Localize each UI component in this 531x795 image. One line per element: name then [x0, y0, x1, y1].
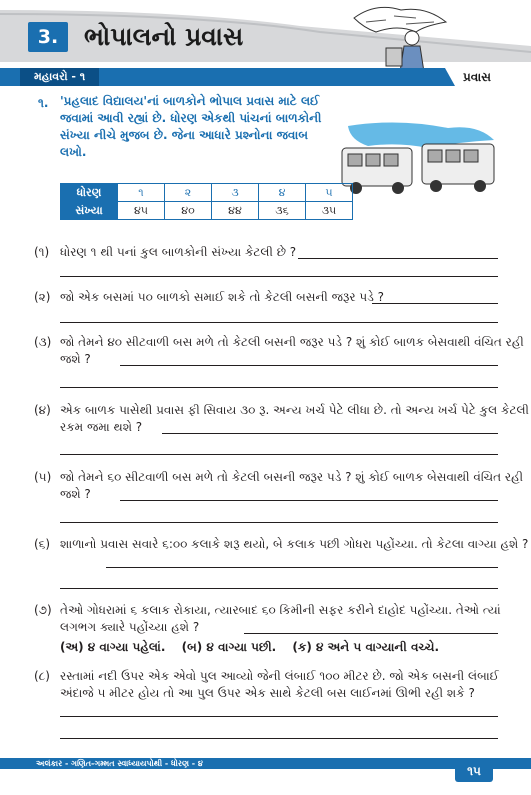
table-cell: ૩૫ [306, 202, 353, 220]
answer-line[interactable] [60, 738, 498, 739]
option-c: (ક) ૪ અને ૫ વાગ્યાની વચ્ચે. [292, 640, 440, 654]
answer-line[interactable] [60, 522, 498, 523]
page-number: ૧૫ [455, 760, 493, 782]
answer-line[interactable] [120, 365, 498, 366]
answer-line[interactable] [60, 454, 498, 455]
topic-label: પ્રવાસ [455, 68, 531, 86]
table-cell: ૪૪ [212, 202, 259, 220]
option-b: (બ) ૪ વાગ્યા પછી. [181, 640, 277, 654]
table-cell: ૪ [259, 184, 306, 202]
answer-line[interactable] [298, 258, 498, 259]
question-text: જો એક બસમાં ૫૦ બાળકો સમાઈ શકે તો કેટલી બસની જરૂર પડે ? [60, 290, 384, 304]
answer-line[interactable] [60, 322, 498, 323]
student-count-table [60, 183, 353, 220]
footer-text: અલંકાર - ગણિત-ગમ્મત સ્વાધ્યાયપોથી - ધોરણ - ૪ [36, 759, 203, 768]
table-row-count [61, 202, 353, 220]
question-number: (૩) [34, 335, 52, 349]
footer [0, 750, 531, 795]
question-text: ધોરણ ૧ થી ૫નાં કુલ બાળકોની સંખ્યા કેટલી છે ? [60, 245, 297, 259]
question-number: (૮) [34, 669, 50, 683]
chapter-number: 3. [28, 22, 68, 52]
question-number: (૧) [34, 245, 50, 259]
answer-line[interactable] [60, 588, 498, 589]
answer-line[interactable] [162, 433, 498, 434]
question-text: એક બાળક પાસેથી પ્રવાસ ફી સિવાય ૩૦ રૂ. અન્ય ખર્ચ પેટે લીધા છે. તો અન્ય ખર્ચ પેટે કુલ કેટલી રકમ જમા થશે ? [60, 403, 529, 434]
chapter-title: ભોપાલનો પ્રવાસ [84, 22, 244, 51]
question-number: (૨) [34, 290, 51, 304]
table-cell: ૩ [212, 184, 259, 202]
question-text: તેઓ ગોધરામાં ૬ કલાક રોકાયા, ત્યારબાદ ૬૦ કિમીની સફર કરીને દાહોદ પહોંચ્યા. તેઓ ત્યાં લગભગ ક્યારે પહોંચ્યા હશે ? [60, 603, 501, 634]
question-number: (૫) [34, 470, 52, 484]
table-header-standard: ધોરણ [61, 184, 118, 202]
question-7-options [60, 640, 451, 655]
question-text: રસ્તામાં નદી ઉપર એક એવો પુલ આવ્યો જેની લંબાઈ ૧૦૦ મીટર છે. જો એક બસની લંબાઈ અંદાજે ૫ મીટર હોય તો આ પુલ ઉપર એક સાથે કેટલી બસ લાઈનમાં ઊભી રહી શકે ? [60, 669, 499, 700]
table-cell: ૩૬ [259, 202, 306, 220]
question-1-number: ૧. [38, 96, 49, 110]
table-row-standard [61, 184, 353, 202]
answer-line[interactable] [106, 567, 498, 568]
answer-line[interactable] [60, 276, 498, 277]
answer-line[interactable] [372, 303, 498, 304]
bus-illustration [338, 120, 498, 198]
table-cell: ૫ [306, 184, 353, 202]
table-cell: ૧ [118, 184, 165, 202]
question-number: (૪) [34, 403, 51, 417]
answer-line[interactable] [120, 500, 498, 501]
question-text: જો તેમને ૬૦ સીટવાળી બસ મળે તો કેટલી બસની જરૂર પડે ? શું કોઈ બાળક બેસવાથી વંચિત રહી જશે ? [60, 470, 524, 501]
question-number: (૭) [34, 603, 52, 617]
answer-line[interactable] [244, 633, 498, 634]
question-number: (૬) [34, 537, 51, 551]
question-text: જો તેમને ૪૦ સીટવાળી બસ મળે તો કેટલી બસની જરૂર પડે ? શું કોઈ બાળક બેસવાથી વંચિત રહી જશે ? [60, 335, 524, 366]
table-header-count: સંખ્યા [61, 202, 118, 220]
intro-text: 'પ્રહલાદ વિદ્યાલય'નાં બાળકોને ભોપાલ પ્રવાસ માટે લઈ જવામાં આવી રહ્યાં છે. ધોરણ એકથી પાંચનાં બાળકોની સંખ્યા નીચે મુજબ છે. જેના આધારે પ્રશ્નોના જવાબ લખો. [60, 94, 322, 159]
option-a: (અ) ૪ વાગ્યા પહેલાં. [60, 640, 166, 654]
table-cell: ૪૦ [165, 202, 212, 220]
answer-line[interactable] [60, 387, 498, 388]
section-bar [0, 68, 531, 86]
table-cell: ૪૫ [118, 202, 165, 220]
table-cell: ૨ [165, 184, 212, 202]
exercise-tab: મહાવરો - ૧ [20, 68, 99, 86]
question-text: શાળાનો પ્રવાસ સવારે ૬:૦૦ કલાકે શરૂ થયો, બે કલાક પછી ગોધરા પહોંચ્યા. તો કેટલા વાગ્યા હશે ? [60, 537, 529, 551]
answer-line[interactable] [60, 716, 498, 717]
